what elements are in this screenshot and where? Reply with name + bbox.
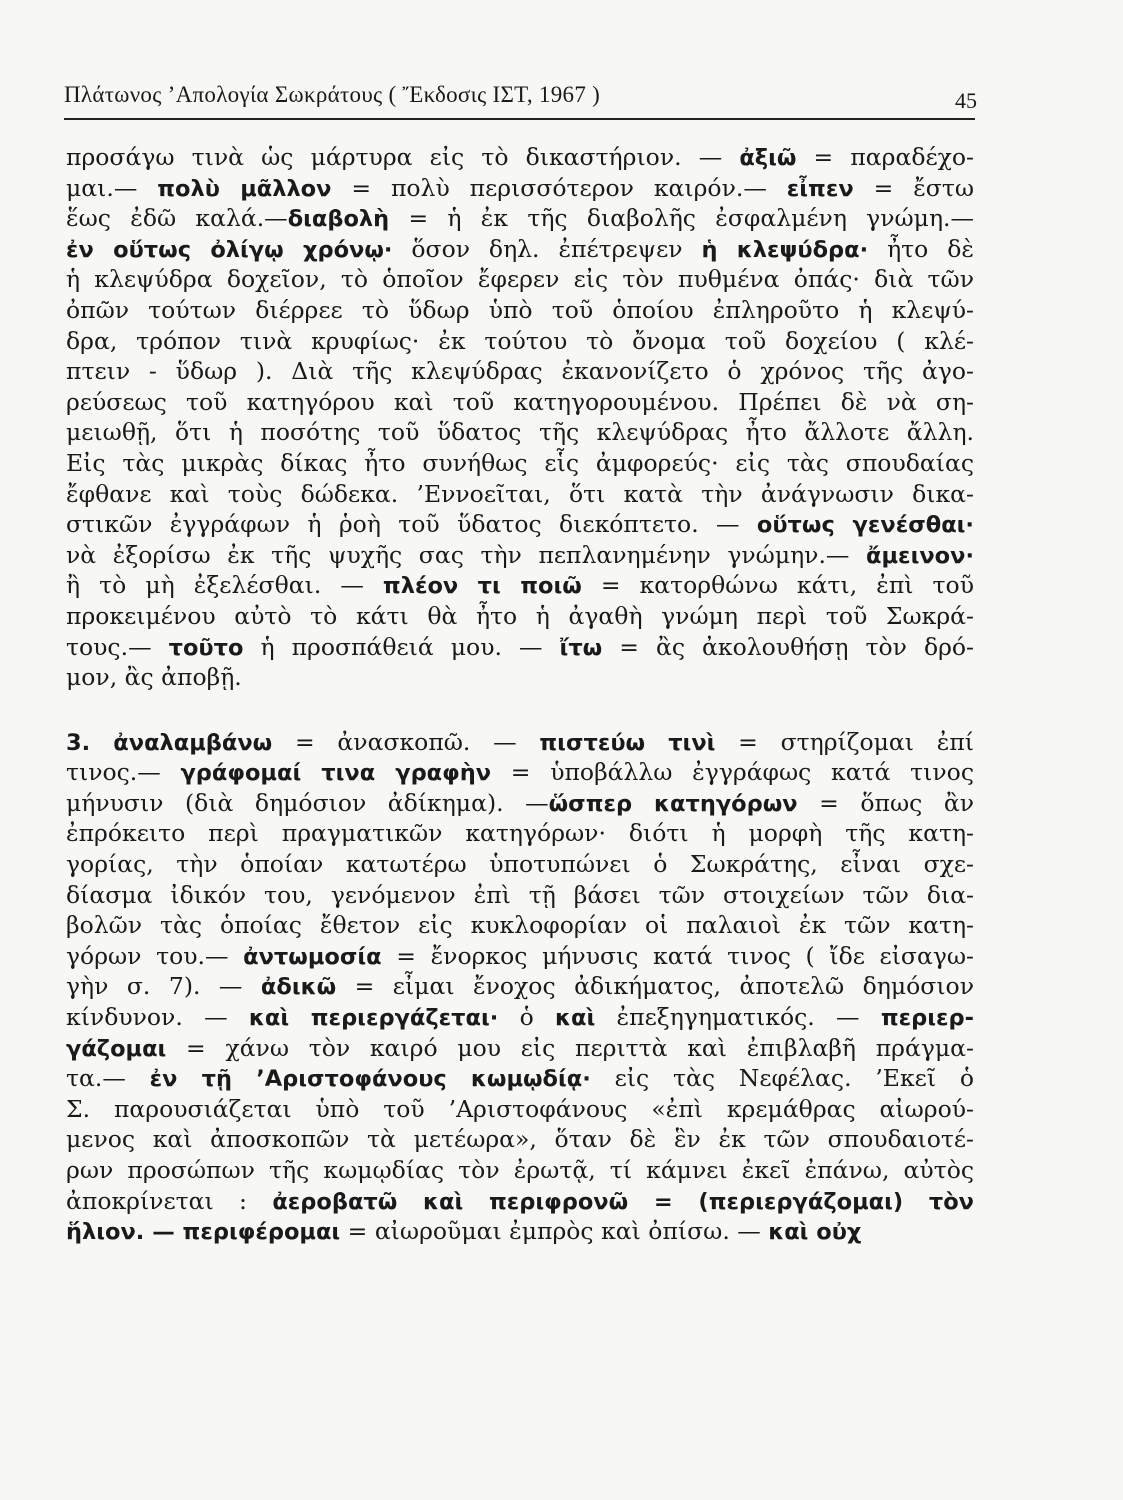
text-line: [66, 1216, 974, 1247]
text-line: [66, 757, 974, 788]
gloss-text: ἡ προσπάθειά μου. —: [243, 632, 560, 661]
commentary-body: [66, 142, 974, 1247]
text-line: [66, 662, 974, 693]
lemma-term: πλέον τι ποιῶ: [382, 573, 582, 600]
gloss-text: ἦτο δὲ: [868, 234, 974, 263]
text-line: [66, 570, 974, 601]
text-line: [66, 264, 974, 295]
running-header: [64, 82, 975, 120]
lemma-term: ἀεροβατῶ καὶ περιφρονῶ = (περιεργάζομαι) τὸν: [272, 1188, 974, 1215]
text-line: [66, 880, 974, 911]
gloss-text: = χάνω τὸν καιρό μου εἰς περιττὰ καὶ ἐπιβλαβῆ πράγμα-: [166, 1033, 974, 1062]
text-line: [66, 448, 974, 479]
lemma-term: καὶ: [555, 1005, 596, 1032]
gloss-text: = ὅπως ἂν: [797, 788, 974, 817]
running-title: Πλάτωνος ’Απολογία Σωκράτους ( Ἔκδοσις ΙΣΤ, 1967 ): [64, 82, 601, 107]
gloss-text: = εἶμαι ἔνοχος ἀδικήματος, ἀποτελῶ δημόσιον: [336, 972, 974, 1001]
gloss-text: τα.—: [66, 1064, 150, 1093]
gloss-text: ἔφθανε καὶ τοὺς δώδεκα. ’Εννοεῖται, ὅτι κατὰ τὴν ἀνάγνωσιν δικα-: [66, 479, 974, 508]
gloss-text: = ὑποβάλλω ἐγγράφως κατά τινος: [491, 758, 974, 787]
lemma-term: γράφομαί τινα γραφὴν: [180, 760, 492, 787]
gloss-text: = στηρίζομαι ἐπί: [715, 727, 974, 756]
text-line: [66, 1033, 974, 1064]
gloss-text: προσάγω τινὰ ὡς μάρτυρα εἰς τὸ δικαστήριον. —: [66, 143, 740, 171]
gloss-text: ἐπεξηγηματικός. —: [595, 1003, 881, 1032]
lemma-term: οὕτως γενέσθαι·: [756, 512, 974, 539]
lemma-term: ἀντωμοσία: [243, 943, 382, 970]
gloss-text: ὅσον δηλ. ἐπέτρεψεν: [392, 234, 702, 263]
gloss-text: = κατορθώνω κάτι, ἐπὶ τοῦ: [581, 571, 974, 600]
lemma-term: περιερ-: [880, 1005, 974, 1032]
gloss-text: ὀπῶν τούτων διέρρεε τὸ ὕδωρ ὑπὸ τοῦ ὁποίου ἐπληροῦτο ἡ κλεψύ-: [66, 295, 974, 324]
lemma-term: ἐν τῇ ’Αριστοφάνους κωμῳδίᾳ·: [149, 1066, 591, 1093]
gloss-text: ἀποκρίνεται :: [66, 1186, 273, 1215]
lemma-term: εἶπεν: [786, 175, 854, 202]
lemma-term: ἴτω: [559, 634, 603, 661]
lemma-term: ὥσπερ κατηγόρων: [548, 790, 798, 817]
gloss-text: μενος καὶ ἀποσκοπῶν τὰ μετέωρα», ὅταν δὲ ἓν ἐκ τῶν σπουδαιοτέ-: [66, 1125, 974, 1154]
gloss-text: γόρων του.—: [66, 941, 244, 970]
gloss-text: ἐπρόκειτο περὶ πραγματικῶν κατηγόρων· διότι ἡ μορφὴ τῆς κατη-: [66, 819, 974, 848]
gloss-text: = ἔνορκος μήνυσις κατά τινος ( ἴδε εἰσαγω-: [381, 941, 974, 970]
gloss-text: = ἂς ἀκολουθήσῃ τὸν δρό-: [602, 632, 974, 661]
text-line: [66, 295, 974, 326]
text-line: [66, 910, 974, 941]
text-line: [66, 387, 974, 418]
gloss-text: = ἔστω: [853, 173, 974, 202]
lemma-term: πιστεύω τινὶ: [539, 729, 716, 756]
text-line: [66, 849, 974, 880]
gloss-text: τινος.—: [66, 758, 181, 787]
gloss-text: μήνυσιν (διὰ δημόσιον ἀδίκημα). —: [66, 788, 549, 817]
gloss-text: εἰς τὰς Νεφέλας. ’Εκεῖ ὁ: [590, 1064, 974, 1093]
gloss-text: = πολὺ περισσότερον καιρόν.—: [331, 173, 787, 202]
page-number: 45: [955, 88, 977, 113]
gloss-text: στικῶν ἐγγράφων ἡ ῥοὴ τοῦ ὕδατος διεκόπτετο. —: [66, 510, 757, 539]
lemma-term: 3. ἀναλαμβάνω: [66, 729, 273, 756]
gloss-text: = παραδέχο-: [796, 143, 974, 171]
gloss-text: μειωθῇ, ὅτι ἡ ποσότης τοῦ ὕδατος τῆς κλεψύδρας ἦτο ἄλλοτε ἄλλη.: [66, 418, 974, 447]
lemma-term: ἐν οὕτως ὀλίγῳ χρόνῳ·: [66, 236, 393, 263]
text-line: [66, 234, 974, 265]
lemma-term: ἀξιῶ: [739, 145, 797, 171]
text-line: [66, 173, 974, 204]
gloss-text: ἕως ἐδῶ καλά.—: [66, 204, 288, 233]
text-line: [66, 417, 974, 448]
lemma-term: καὶ οὐχ: [768, 1219, 862, 1246]
gloss-text: Σ. παρουσιάζεται ὑπὸ τοῦ ’Αριστοφάνους «ἐπὶ κρεμάθρας αἰωρού-: [66, 1094, 974, 1123]
paragraph-section-3: [66, 727, 974, 1247]
paragraph-spacer: [66, 693, 974, 727]
lemma-term: διαβολὴ: [287, 206, 390, 233]
text-line: [66, 356, 974, 387]
lemma-term: ἄμεινον·: [866, 542, 974, 569]
gloss-text: = ἀνασκοπῶ. —: [272, 727, 540, 756]
text-line: [66, 540, 974, 571]
text-line: [66, 1155, 974, 1186]
text-line: [66, 1186, 974, 1217]
lemma-term: ἥλιον. — περιφέρομαι: [66, 1219, 341, 1246]
gloss-text: γὴν σ. 7). —: [66, 972, 261, 1001]
gloss-text: τους.—: [66, 632, 169, 661]
text-line: [66, 601, 974, 632]
gloss-text: μαι.—: [66, 173, 158, 202]
gloss-text: πτειν - ὕδωρ ). Διὰ τῆς κλεψύδρας ἐκανονίζετο ὁ χρόνος τῆς ἀγο-: [66, 357, 974, 386]
gloss-text: ἢ τὸ μὴ ἐξελέσθαι. —: [66, 571, 383, 600]
gloss-text: δρα, τρόπον τινὰ κρυφίως· ἐκ τούτου τὸ ὄνομα τοῦ δοχείου ( κλέ-: [66, 326, 974, 355]
gloss-text: μον, ἂς ἀποβῇ.: [66, 663, 242, 692]
text-line: [66, 479, 974, 510]
text-line: [66, 1063, 974, 1094]
text-line: [66, 1094, 974, 1125]
lemma-term: ἡ κλεψύδρα·: [701, 236, 869, 263]
lemma-term: ἀδικῶ: [260, 974, 337, 1001]
gloss-text: = ἡ ἐκ τῆς διαβολῆς ἐσφαλμένη γνώμη.—: [389, 204, 974, 233]
gloss-text: ὁ: [498, 1003, 556, 1032]
text-line: [66, 203, 974, 234]
text-line: [66, 818, 974, 849]
gloss-text: ἡ κλεψύδρα δοχεῖον, τὸ ὁποῖον ἔφερεν εἰς τὸν πυθμένα ὀπάς· διὰ τῶν: [66, 265, 974, 294]
gloss-text: νὰ ἐξορίσω ἐκ τῆς ψυχῆς σας τὴν πεπλανημένην γνώμην.—: [66, 540, 867, 569]
gloss-text: βολῶν τὰς ὁποίας ἔθετον εἰς κυκλοφορίαν οἱ παλαιοὶ ἐκ τῶν κατη-: [66, 911, 974, 940]
lemma-term: καὶ περιεργάζεται·: [248, 1005, 499, 1032]
text-line: [66, 326, 974, 357]
lemma-term: γάζομαι: [66, 1035, 167, 1062]
text-line: [66, 142, 974, 173]
gloss-text: δίασμα ἰδικόν του, γενόμενον ἐπὶ τῇ βάσει τῶν στοιχείων τῶν δια-: [66, 880, 974, 909]
gloss-text: γορίας, τὴν ὁποίαν κατωτέρω ὑποτυπώνει ὁ Σωκράτης, εἶναι σχε-: [66, 850, 974, 879]
gloss-text: προκειμένου αὐτὸ τὸ κάτι θὰ ἦτο ἡ ἀγαθὴ γνώμη περὶ τοῦ Σωκρά-: [66, 601, 974, 630]
gloss-text: κίνδυνον. —: [66, 1003, 249, 1032]
text-line: [66, 1124, 974, 1155]
text-line: [66, 971, 974, 1002]
text-line: [66, 727, 974, 758]
text-line: [66, 1002, 974, 1033]
text-line: [66, 632, 974, 663]
gloss-text: = αἰωροῦμαι ἐμπρὸς καὶ ὀπίσω. —: [340, 1217, 769, 1246]
gloss-text: ρεύσεως τοῦ κατηγόρου καὶ τοῦ κατηγορουμένου. Πρέπει δὲ νὰ ση-: [66, 387, 974, 416]
paragraph-commentary-continued: [66, 142, 974, 693]
text-line: [66, 788, 974, 819]
gloss-text: ρων προσώπων τῆς κωμῳδίας τὸν ἐρωτᾷ, τί κάμνει ἐκεῖ ἐπάνω, αὐτὸς: [66, 1156, 974, 1184]
lemma-term: τοῦτο: [168, 634, 244, 661]
gloss-text: Εἰς τὰς μικρὰς δίκας ἦτο συνήθως εἷς ἀμφορεύς· εἰς τὰς σπουδαίας: [66, 448, 974, 477]
text-line: [66, 509, 974, 540]
text-line: [66, 941, 974, 972]
lemma-term: πολὺ μᾶλλον: [157, 175, 332, 202]
